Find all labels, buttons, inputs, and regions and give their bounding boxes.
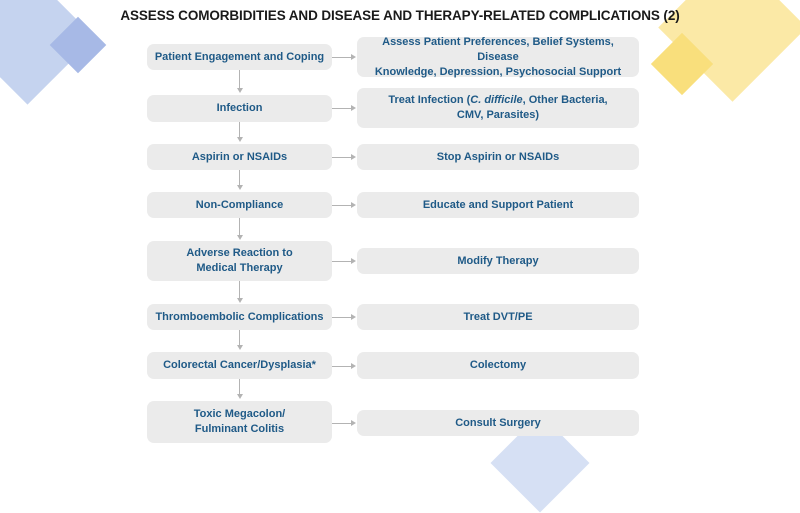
action-box-modify-therapy xyxy=(357,248,639,274)
pathogen-italic: C. difficile xyxy=(470,94,523,106)
issue-label: Patient Engagement and Coping xyxy=(154,50,325,63)
issue-box-aspirin-nsaids xyxy=(147,144,332,170)
issue-label: Colorectal Cancer/Dysplasia* xyxy=(163,359,316,371)
action-label: Colectomy xyxy=(469,359,527,371)
action-box-consult-surgery xyxy=(357,410,639,436)
action-label: Consult Surgery xyxy=(455,416,541,429)
issue-label-line1: Adverse Reaction to xyxy=(186,247,293,259)
action-box-treat-infection xyxy=(357,88,639,128)
issue-box-non-compliance xyxy=(147,192,332,218)
issue-label-line2: Medical Therapy xyxy=(196,262,283,274)
action-label: Stop Aspirin or NSAIDs xyxy=(436,150,560,163)
action-label-line1: Assess Patient Preferences, Belief Systems, Disease xyxy=(382,35,614,63)
issue-box-toxic-megacolon xyxy=(147,401,332,443)
action-label-line2: Knowledge, Depression, Psychosocial Support xyxy=(374,65,622,78)
issue-box-patient-engagement xyxy=(147,44,332,70)
action-box-assess-preferences xyxy=(357,37,639,77)
action-box-stop-aspirin xyxy=(357,144,639,170)
action-label-line2: CMV, Parasites) xyxy=(456,109,540,121)
issue-label-line1: Toxic Megacolon/ xyxy=(193,408,286,420)
action-box-educate-support xyxy=(357,192,639,218)
issue-box-adverse-reaction xyxy=(147,241,332,281)
issue-box-infection xyxy=(147,95,332,122)
issue-label: Non-Compliance xyxy=(195,198,284,211)
action-box-colectomy xyxy=(357,352,639,379)
issue-label: Thromboembolic Complications xyxy=(155,310,324,323)
diagram-title: ASSESS COMORBIDITIES AND DISEASE AND THERAPY-RELATED COMPLICATIONS (2) xyxy=(120,8,680,23)
action-label: Educate and Support Patient xyxy=(422,198,574,211)
issue-label-line2: Fulminant Colitis xyxy=(194,423,285,435)
issue-box-thromboembolic xyxy=(147,304,332,330)
action-label: Modify Therapy xyxy=(457,254,539,267)
issue-box-colorectal-cancer xyxy=(147,352,332,379)
issue-label: Infection xyxy=(216,102,263,114)
action-box-treat-dvt-pe xyxy=(357,304,639,330)
action-label-line1: Treat Infection (C. difficile, Other Bacteria, xyxy=(388,94,608,106)
action-label: Treat DVT/PE xyxy=(463,310,533,323)
issue-label: Aspirin or NSAIDs xyxy=(191,150,288,163)
